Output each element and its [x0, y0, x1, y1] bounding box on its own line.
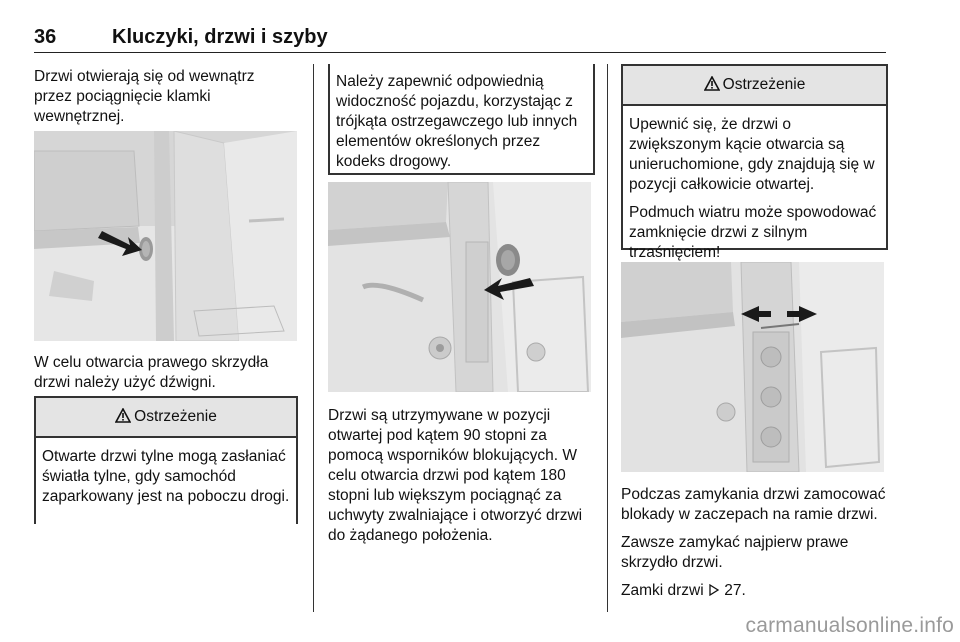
door-holding-paragraph — [328, 406, 590, 554]
illustration-inner-handle — [34, 131, 297, 341]
warning-box-rear-lights — [34, 396, 298, 524]
column-divider-left — [313, 64, 314, 612]
cross-reference-line — [621, 581, 889, 602]
warning-header — [36, 396, 296, 438]
warning-triangle-icon — [704, 68, 720, 106]
paragraph-door-holding: Drzwi są utrzymywane w pozycji otwartej pod kątem 90 stopni za pomocą wsporników blokujących. W celu otwarcia drzwi pod kątem 180 stopni lub większym pociągnąć za uchwyty zwalniające i otworzyć drzwi do żądanego położenia. — [328, 407, 583, 544]
notice-box-visibility — [328, 64, 595, 175]
page-number: 36 — [34, 26, 57, 48]
warning-text: Otwarte drzwi tylne mogą zasłaniać światła tylne, gdy samochód zaparkowany jest na poboczu drogi. — [42, 448, 290, 505]
warning-title: Ostrzeżenie — [134, 408, 217, 425]
paragraph-lever: W celu otwarcia prawego skrzydła drzwi należy użyć dźwigni. — [34, 354, 269, 391]
cross-reference-text: Zamki drzwi — [621, 582, 704, 599]
chapter-title: Kluczyki, drzwi i szyby — [112, 26, 328, 48]
warning-body — [623, 106, 886, 271]
warning-box-wind — [621, 64, 888, 261]
warning-text-1: Upewnić się, że drzwi o zwiększonym kącie otwarcia są unieruchomione, gdy znajdują się w pozycji całkowicie otwartej. — [629, 116, 875, 193]
column-divider-right — [607, 64, 608, 612]
illustration-door-lock-catch-svg — [621, 262, 884, 472]
paragraph-inner-handle: Drzwi otwierają się od wewnątrz przez pociągnięcie klamki wewnętrznej. — [34, 68, 255, 125]
illustration-door-bracket-svg — [328, 182, 591, 392]
cross-reference-page[interactable]: 27. — [724, 582, 746, 599]
paragraph-right-first: Zawsze zamykać najpierw prawe skrzydło drzwi. — [621, 534, 849, 571]
watermark: carmanualsonline.info — [745, 614, 954, 637]
illustration-door-bracket — [328, 182, 591, 392]
warning-title: Ostrzeżenie — [722, 76, 806, 93]
paragraph-closing: Podczas zamykania drzwi zamocować blokady w zaczepach na ramie drzwi. — [621, 486, 886, 523]
warning-text-2: Podmuch wiatru może spowodować zamknięcie drzwi z silnym trzaśnięciem! — [629, 204, 877, 261]
notice-body — [330, 64, 593, 180]
warning-header — [623, 64, 886, 106]
closing-paragraphs — [621, 485, 889, 610]
intro-paragraph — [34, 67, 294, 135]
lever-paragraph — [34, 353, 296, 401]
page-header — [34, 26, 886, 53]
warning-body — [36, 438, 296, 515]
notice-text: Należy zapewnić odpowiednią widoczność pojazdu, korzystając z trójkąta ostrzegawczego lub innych elementów określonych przez kodeks drogowy. — [336, 73, 578, 170]
illustration-door-lock-catch — [621, 262, 884, 472]
cross-reference-arrow-icon[interactable] — [708, 582, 720, 602]
illustration-inner-handle-svg — [34, 131, 297, 341]
warning-triangle-icon — [115, 400, 131, 438]
